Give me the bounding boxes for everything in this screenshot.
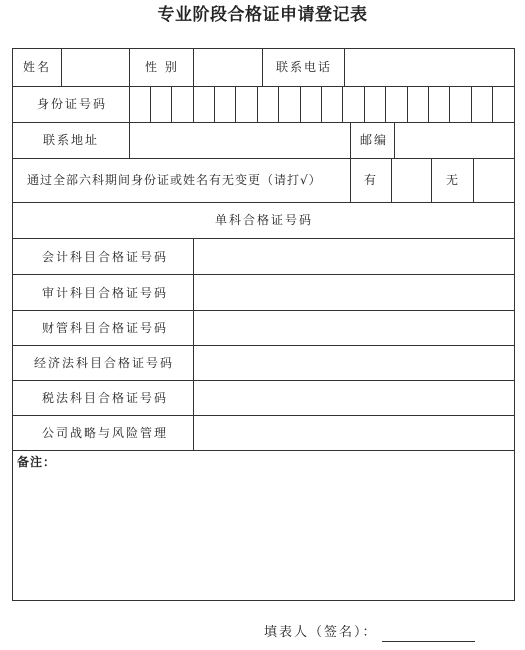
id-box-divider (235, 86, 236, 122)
row-divider-6 (12, 274, 515, 275)
subject-label: 会计科目合格证号码 (42, 250, 169, 264)
row-divider-2 (12, 122, 515, 123)
contact-phone-label: 联系电话 (276, 60, 333, 74)
id-box-divider (278, 86, 279, 122)
postal-code-label: 邮编 (360, 133, 389, 147)
question-divider (350, 158, 351, 202)
subject-label-divider (193, 238, 194, 450)
phone-label-divider (344, 48, 345, 86)
id-box-divider (449, 86, 450, 122)
row-divider-10 (12, 415, 515, 416)
row-divider-3 (12, 158, 515, 159)
address-label: 联系地址 (43, 133, 100, 147)
gender-value-divider (262, 48, 263, 86)
address-value-divider (350, 122, 351, 158)
address-label-divider (129, 122, 130, 158)
gender-label-divider (193, 48, 194, 86)
id-box-divider (342, 86, 343, 122)
id-number-label: 身份证号码 (37, 97, 108, 111)
row-divider-9 (12, 380, 515, 381)
row-divider-4 (12, 202, 515, 203)
yes-label-divider (391, 158, 392, 202)
id-box-divider (193, 86, 194, 122)
row-divider-5 (12, 238, 515, 239)
subject-label: 税法科目合格证号码 (42, 391, 169, 405)
yes-label: 有 (364, 173, 379, 187)
gender-label: 性 别 (145, 60, 179, 74)
row-divider-7 (12, 310, 515, 311)
id-box-divider (214, 86, 215, 122)
name-value-divider (129, 48, 130, 86)
id-box-divider (300, 86, 301, 122)
id-box-divider (364, 86, 365, 122)
name-label-divider (61, 48, 62, 86)
signature-label: 填表人（签名）： (264, 625, 378, 640)
id-change-question: 通过全部六科期间身份证或姓名有无变更（请打√） (27, 173, 322, 187)
postal-label-divider (394, 122, 395, 158)
row-divider-1 (12, 86, 515, 87)
id-box-divider (471, 86, 472, 122)
no-label: 无 (446, 173, 461, 187)
name-label: 姓名 (23, 60, 52, 74)
id-box-divider (385, 86, 386, 122)
id-box-divider (492, 86, 493, 122)
id-box-divider (407, 86, 408, 122)
yes-box-divider (431, 158, 432, 202)
document-title: 专业阶段合格证申请登记表 (157, 5, 368, 25)
subject-label: 财管科目合格证号码 (42, 321, 169, 335)
id-label-divider (129, 86, 130, 122)
subject-label: 经济法科目合格证号码 (34, 356, 175, 370)
subject-label: 公司战略与风险管理 (42, 426, 169, 440)
subject-label: 审计科目合格证号码 (42, 286, 169, 300)
id-box-divider (428, 86, 429, 122)
id-box-divider (171, 86, 172, 122)
id-box-divider (257, 86, 258, 122)
row-divider-8 (12, 345, 515, 346)
remarks-label: 备注： (17, 455, 57, 469)
no-label-divider (473, 158, 474, 202)
id-box-divider (321, 86, 322, 122)
row-divider-11 (12, 450, 515, 451)
signature-line (382, 641, 475, 642)
id-box-divider (150, 86, 151, 122)
single-subject-section-heading: 单科合格证号码 (215, 213, 314, 227)
